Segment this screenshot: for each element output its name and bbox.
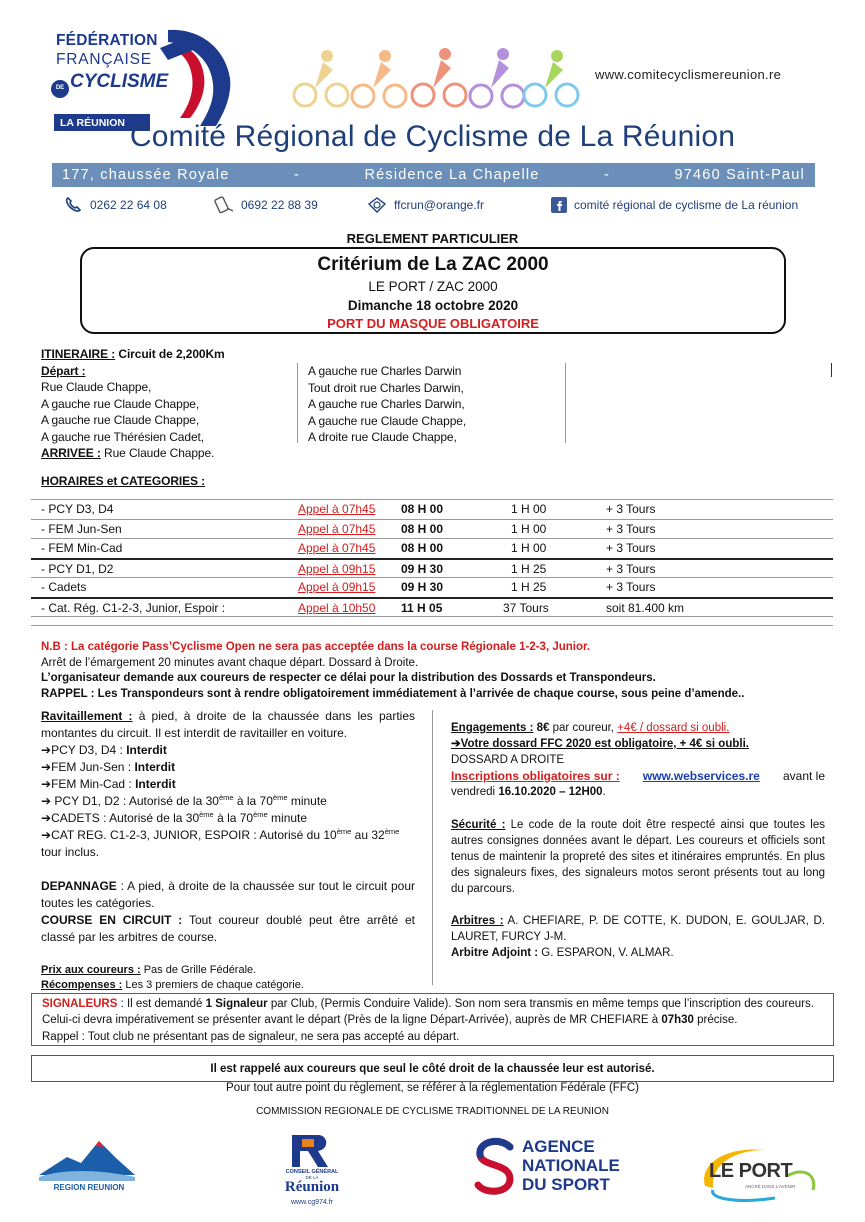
- itinerary-step: A gauche rue Charles Darwin,: [308, 397, 465, 411]
- arrow-right-icon: ➔: [41, 743, 52, 757]
- prix-label: Prix aux coureurs :: [41, 964, 141, 976]
- arbitre-adjoint-paragraph: Arbitre Adjoint : G. ESPARON, V. ALMAR.: [451, 947, 674, 959]
- reglement-heading: REGLEMENT PARTICULIER: [346, 231, 519, 246]
- itinerary-left: [41, 346, 301, 462]
- commission-name: COMMISSION REGIONALE DE CYCLISME TRADITIONNEL DE LA REUNION: [256, 1106, 609, 1117]
- deadline-line: vendredi 16.10.2020 – 12H00.: [451, 786, 606, 798]
- rappel-box: Il est rappelé aux coureurs que seul le côté droit de la chaussée leur est autorisé.: [31, 1055, 834, 1082]
- ffc-line-1: FÉDÉRATION: [56, 32, 158, 49]
- row-tours: + 3 Tours: [606, 561, 656, 576]
- itinerary-circuit: Circuit de 2,200Km: [118, 347, 225, 361]
- prix-paragraph: Prix aux coureurs : Pas de Grille Fédérale.: [41, 964, 257, 976]
- ravitaillement-item: ➔FEM Min-Cad : Interdit: [41, 777, 176, 791]
- nb-line: Arrêt de l’émargement 20 minutes avant chaque départ. Dossard à Droite.: [41, 656, 419, 669]
- row-category: - Cadets: [41, 580, 87, 594]
- cyclists-graphic: [285, 40, 595, 110]
- itinerary-step: A gauche rue Charles Darwin: [308, 364, 462, 378]
- itinerary-heading: [41, 346, 301, 363]
- address-street: 177, chaussée Royale: [62, 167, 230, 183]
- row-tours: + 3 Tours: [606, 541, 656, 555]
- region-mountain-graphic: [37, 1135, 137, 1181]
- ravitaillement-item: ➔PCY D3, D4 : Interdit: [41, 743, 167, 757]
- securite-label: Sécurité :: [451, 819, 506, 831]
- row-duration: 1 H 25: [511, 561, 547, 576]
- itinerary-step: Tout droit rue Charles Darwin,: [308, 380, 464, 395]
- row-tours: + 3 Tours: [606, 580, 656, 594]
- cg-r-mark: [262, 1133, 362, 1169]
- recompenses-paragraph: Récompenses : Les 3 premiers de chaque catégorie.: [41, 979, 304, 991]
- contact-mobile: [213, 196, 318, 214]
- contact-phone: [64, 196, 167, 214]
- signaleurs-paragraph: SIGNALEURS : Il est demandé 1 Signaleur par Club, (Permis Conduire Valide). Son nom sera transmis en même temps que l’inscription des coureurs. Celui-ci devra impérativement se présenter avant le départ (Près de la ligne Départ-Arrivée), auprès de MR CHEFIARE à 07h30 précise.: [42, 998, 814, 1027]
- signaleurs-label: SIGNALEURS: [42, 998, 118, 1010]
- securite-paragraph: Sécurité : Le code de la route doit être respecté ainsi que toutes les autres consignes données avant le départ. Les coureurs et officiels sont tenus de maintenir la propreté des sites et itinéraires empruntés. En plus des signaleurs fixes, des signaleurs motos seront présents tout au long du parcours.: [451, 819, 825, 895]
- arrow-right-icon: ➔: [41, 794, 52, 808]
- email-address[interactable]: ffcrun@orange.fr: [394, 198, 485, 212]
- cg-line-2: DE LA: [305, 1175, 319, 1180]
- email-icon: [366, 196, 388, 214]
- table-row: [31, 558, 833, 578]
- itinerary-divider: [565, 363, 566, 443]
- inscriptions-line: Inscriptions obligatoires sur : www.webservices.re avant le: [451, 769, 825, 783]
- row-start-time: 08 H 00: [401, 521, 444, 536]
- ffc-line-4: LA RÉUNION: [60, 117, 125, 129]
- ravitaillement-item: ➔CAT REG. C1-2-3, JUNIOR, ESPOIR : Autorisé du 10ème au 32ème: [41, 827, 400, 842]
- cyclists-banner: [285, 40, 595, 110]
- row-call-time: Appel à 07h45: [298, 502, 376, 516]
- row-call-time: Appel à 07h45: [298, 521, 376, 536]
- table-row: [31, 499, 833, 519]
- event-mask-notice: PORT DU MASQUE OBLIGATOIRE: [327, 316, 539, 331]
- ravitaillement-label: Ravitaillement :: [41, 709, 133, 723]
- itinerary-step: A gauche rue Thérésien Cadet,: [41, 429, 204, 444]
- itinerary-divider: [297, 363, 298, 443]
- signaleurs-box: [31, 993, 834, 1046]
- dossard-ffc: ➔Votre dossard FFC 2020 est obligatoire, + 4€ si oubli.: [451, 738, 749, 750]
- ravitaillement-tour-inclus: tour inclus.: [41, 845, 100, 859]
- row-duration: 1 H 00: [511, 502, 547, 516]
- ans-line-2: NATIONALE: [522, 1156, 620, 1175]
- ans-s-mark: [470, 1133, 520, 1203]
- itinerary-divider: [831, 363, 832, 377]
- itinerary-step: Rue Claude Chappe,: [41, 380, 152, 394]
- course-circuit-label: COURSE EN CIRCUIT :: [41, 913, 183, 927]
- row-tours: + 3 Tours: [606, 502, 656, 516]
- arrow-right-icon: ➔: [451, 738, 461, 750]
- row-category: - FEM Min-Cad: [41, 541, 123, 555]
- row-duration: 1 H 00: [511, 541, 547, 555]
- depannage-paragraph: DEPANNAGE : A pied, à droite de la chaussée sur tout le circuit pour toutes les catégories.: [41, 879, 415, 910]
- row-duration: 1 H 00: [511, 521, 547, 536]
- row-start-time: 08 H 00: [401, 502, 444, 516]
- event-title-box: [80, 247, 786, 334]
- right-column: [451, 720, 825, 961]
- webservices-link[interactable]: www.webservices.re: [642, 769, 760, 783]
- row-duration: 1 H 25: [511, 580, 547, 594]
- table-row: [31, 538, 833, 558]
- le-port-name: LE PORT: [709, 1160, 793, 1182]
- arrow-right-icon: ➔: [41, 811, 52, 825]
- arbitres-paragraph: Arbitres : A. CHEFIARE, P. DE COTTE, K. DUDON, E. GOULJAR, D. LAURET, FURCY J-M.: [451, 915, 825, 943]
- ans-line-1: AGENCE: [522, 1137, 595, 1156]
- row-start-time: 08 H 00: [401, 541, 444, 555]
- row-category: - Cat. Rég. C1-2-3, Junior, Espoir :: [41, 600, 226, 615]
- itinerary-step: A gauche rue Claude Chappe,: [41, 396, 200, 411]
- address-sep-2: -: [604, 167, 611, 183]
- inscriptions-label: Inscriptions obligatoires sur :: [451, 769, 620, 783]
- engagements-label: Engagements :: [451, 722, 534, 734]
- cg-line-3: Réunion: [284, 1179, 340, 1195]
- le-port-logo: [695, 1146, 825, 1206]
- row-start-time: 09 H 30: [401, 580, 444, 594]
- itinerary-right: [308, 363, 558, 446]
- depannage-label: DEPANNAGE: [41, 879, 117, 893]
- deadline: 16.10.2020 – 12H00: [498, 786, 603, 798]
- ffc-line-2: FRANÇAISE: [56, 51, 152, 68]
- contact-email: [366, 196, 484, 214]
- row-call-time: Appel à 09h15: [298, 561, 376, 576]
- horaires-title: HORAIRES et CATEGORIES :: [41, 474, 206, 488]
- nb-line: RAPPEL : Les Transpondeurs sont à rendre obligatoirement immédiatement à l’arrivée de chaque course, sous peine d’amende..: [41, 687, 745, 700]
- row-category: - PCY D3, D4: [41, 502, 114, 516]
- depart-label: Départ :: [41, 363, 86, 378]
- agence-nationale-sport-logo: [470, 1133, 640, 1203]
- ffc-line-3: CYCLISME: [70, 71, 169, 92]
- facebook-icon: [550, 196, 568, 214]
- arrivee-text: Rue Claude Chappe.: [104, 446, 215, 460]
- table-row: [31, 597, 833, 617]
- facebook-page[interactable]: comité régional de cyclisme de La réunion: [574, 198, 799, 212]
- cg-line-1: CONSEIL GÉNÉRAL: [285, 1169, 339, 1175]
- ravitaillement-item: ➔FEM Jun-Sen : Interdit: [41, 760, 176, 774]
- ans-line-3: DU SPORT: [522, 1175, 610, 1194]
- site-url[interactable]: www.comitecyclismereunion.re: [595, 67, 782, 82]
- column-divider: [432, 710, 433, 985]
- address-residence: Résidence La Chapelle: [364, 167, 540, 183]
- arbitre-adjoint-label: Arbitre Adjoint :: [451, 947, 539, 959]
- event-date: Dimanche 18 octobre 2020: [347, 298, 519, 313]
- schedule-table: [31, 499, 833, 626]
- row-start-time: 09 H 30: [401, 561, 444, 576]
- row-start-time: 11 H 05: [401, 600, 443, 615]
- row-call-time: Appel à 10h50: [298, 600, 376, 615]
- phone-number: 0262 22 64 08: [90, 198, 167, 212]
- arrow-right-icon: ➔: [41, 828, 52, 842]
- engagements-paragraph: Engagements : 8€ par coureur, +4€ / dossard si oubli.: [451, 722, 730, 734]
- comite-title: Comité Régional de Cyclisme de La Réunion: [129, 120, 736, 153]
- ffc-rule-note: Pour tout autre point du règlement, se référer à la réglementation Fédérale (FFC): [226, 1082, 639, 1094]
- contact-facebook: [550, 196, 798, 214]
- table-row: [31, 577, 833, 597]
- ffc-de: DE: [55, 85, 65, 91]
- row-call-time: Appel à 09h15: [298, 580, 376, 594]
- itinerary-step: A gauche rue Claude Chappe,: [308, 413, 467, 428]
- address-sep-1: -: [293, 167, 300, 183]
- row-category: - PCY D1, D2: [41, 561, 114, 576]
- row-tours: + 3 Tours: [606, 521, 656, 536]
- dossard-droite: DOSSARD A DROITE: [451, 754, 565, 766]
- course-circuit-paragraph: COURSE EN CIRCUIT : Tout coureur doublé peut être arrêté et classé par les arbitres de course.: [41, 913, 415, 944]
- address-city: 97460 Saint-Paul: [674, 167, 805, 183]
- conseil-general-logo: [262, 1133, 362, 1213]
- nb-line: N.B : La catégorie Pass’Cyclisme Open ne sera pas acceptée dans la course Régionale 1-2-3, Junior.: [41, 641, 591, 653]
- event-location: LE PORT / ZAC 2000: [368, 279, 498, 294]
- itinerary-label: ITINERAIRE :: [41, 347, 116, 361]
- left-column: [41, 708, 415, 993]
- row-category: - FEM Jun-Sen: [41, 521, 122, 536]
- region-reunion-logo: [37, 1135, 137, 1201]
- row-duration: 37 Tours: [503, 600, 549, 615]
- arrow-right-icon: ➔: [41, 777, 52, 791]
- ravitaillement-item: ➔ PCY D1, D2 : Autorisé de la 30ème à la 70ème minute: [41, 793, 327, 808]
- arrivee-label: ARRIVEE :: [41, 446, 101, 460]
- recompenses-label: Récompenses :: [41, 979, 123, 991]
- itinerary-step: A gauche rue Claude Chappe,: [41, 413, 200, 427]
- mobile-number: 0692 22 88 39: [241, 198, 318, 212]
- nb-line: L’organisateur demande aux coureurs de respecter ce délai pour la distribution des Dossards et Transpondeurs.: [41, 672, 656, 684]
- phone-icon: [64, 196, 84, 214]
- arrow-right-icon: ➔: [41, 760, 52, 774]
- row-tours: soit 81.400 km: [606, 600, 685, 615]
- address-bar: [52, 163, 815, 187]
- arbitres-label: Arbitres :: [451, 915, 504, 927]
- event-title: Critérium de La ZAC 2000: [317, 254, 549, 275]
- row-call-time: Appel à 07h45: [298, 541, 376, 555]
- mobile-phone-icon: [213, 196, 235, 214]
- signaleurs-rappel: Rappel : Tout club ne présentant pas de signaleur, ne sera pas accepté au départ.: [42, 1030, 460, 1043]
- le-port-tagline: ANCRÉ DANS L’AVENIR: [745, 1184, 796, 1189]
- nb-block: [41, 640, 831, 702]
- itinerary-step: A droite rue Claude Chappe,: [308, 430, 457, 444]
- ravitaillement-paragraph: Ravitaillement : à pied, à droite de la chaussée dans les parties montantes du circuit. Il est interdit de ravitailler en voiture.: [41, 709, 415, 740]
- cg-url[interactable]: www.cg974.fr: [290, 1199, 334, 1206]
- region-label: REGION REUNION: [53, 1183, 125, 1192]
- ravitaillement-item: ➔CADETS : Autorisé de la 30ème à la 70ème minute: [41, 810, 308, 825]
- table-row: [31, 519, 833, 539]
